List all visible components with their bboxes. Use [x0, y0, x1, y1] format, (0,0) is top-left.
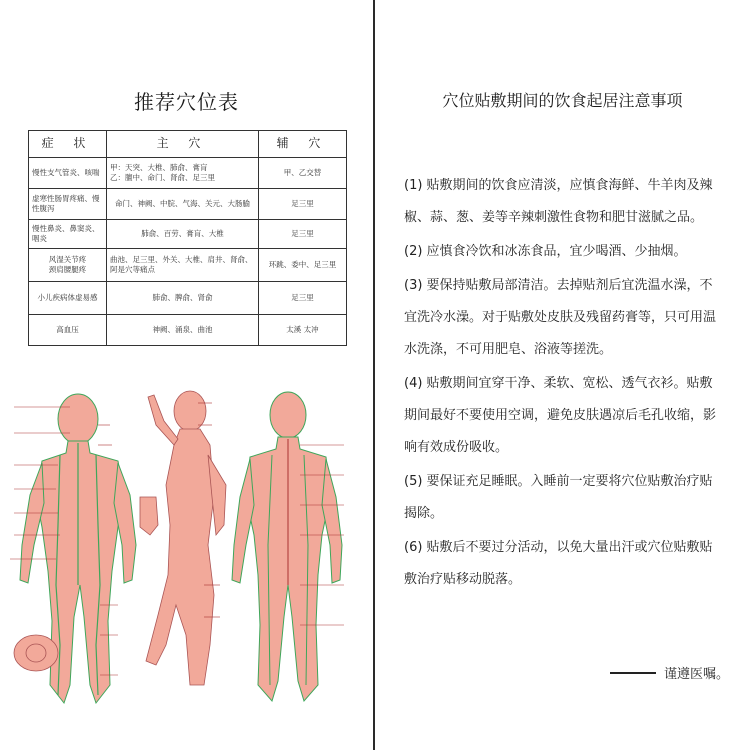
symptom-cell: 慢性支气管炎、咳喘	[29, 158, 107, 189]
main-point-cell: 命门、神阙、中脘、气海、关元、大肠腧	[107, 189, 259, 220]
main-point-cell: 甲：天突、大椎、肺俞、膏肓 乙：膻中、命门、肾俞、足三里	[107, 158, 259, 189]
symptom-cell: 风湿关节疼 颈肩腰腿疼	[29, 249, 107, 282]
precaution-item: (5) 要保证充足睡眠。入睡前一定要将穴位贴敷治疗贴揭除。	[404, 474, 713, 521]
acupoint-body-chart	[0, 385, 373, 715]
ear-diagram	[14, 635, 58, 671]
signoff-dash	[610, 672, 656, 674]
symptom-cell: 虚寒性肠胃疼痛、慢性腹泻	[29, 189, 107, 220]
symptom-cell: 慢性鼻炎、鼻窦炎、咽炎	[29, 220, 107, 249]
header-aux-point: 辅 穴	[259, 131, 347, 158]
header-symptom: 症 状	[29, 131, 107, 158]
header-main-point: 主 穴	[107, 131, 259, 158]
main-point-cell: 肺俞、百劳、膏肓、大椎	[107, 220, 259, 249]
table-row	[29, 189, 347, 220]
symptom-cell: 高血压	[29, 315, 107, 346]
table-row	[29, 282, 347, 315]
center-divider	[373, 0, 375, 750]
precaution-item: (1) 贴敷期间的饮食应清淡，应慎食海鲜、牛羊肉及辣椒、蒜、葱、姜等辛辣刺激性食物和肥甘滋腻之品。	[404, 178, 713, 225]
aux-point-cell: 足三里	[259, 220, 347, 249]
main-point-cell: 曲池、足三里、外关、大椎、肩井、肾俞、阿是穴等痛点	[107, 249, 259, 282]
table-row	[29, 158, 347, 189]
symptom-cell: 小儿疾病体虚易感	[29, 282, 107, 315]
precaution-item: (2) 应慎食冷饮和冰冻食品，宜少喝酒、少抽烟。	[404, 244, 687, 259]
precaution-item: (4) 贴敷期间宜穿干净、柔软、宽松、透气衣衫。贴敷期间最好不要使用空调，避免皮肤遇凉后毛孔收缩，影响有效成份吸收。	[404, 376, 717, 455]
table-row	[29, 249, 347, 282]
back-figure	[232, 392, 344, 701]
main-point-cell: 肺俞、脾俞、肾俞	[107, 282, 259, 315]
main-point-cell: 神阙、涌泉、曲池	[107, 315, 259, 346]
acupoint-table	[28, 130, 347, 346]
signoff-text: 谨遵医嘱。	[664, 667, 730, 682]
aux-point-cell: 甲、乙交替	[259, 158, 347, 189]
aux-point-cell: 足三里	[259, 282, 347, 315]
aux-point-cell: 足三里	[259, 189, 347, 220]
signoff	[610, 663, 729, 682]
table-header-row	[29, 131, 347, 158]
aux-point-cell: 环跳、委中、足三里	[259, 249, 347, 282]
table-row	[29, 220, 347, 249]
table-row	[29, 315, 347, 346]
precautions-title: 穴位贴敷期间的饮食起居注意事项	[442, 91, 683, 110]
side-figure	[140, 391, 226, 685]
acupoint-table-title: 推荐穴位表	[134, 90, 239, 114]
aux-point-cell: 太溪 太冲	[259, 315, 347, 346]
precautions-list	[404, 170, 724, 598]
precaution-item: (3) 要保持贴敷局部清洁。去掉贴剂后宜洗温水澡，不宜洗冷水澡。对于贴敷处皮肤及残留药膏等，只可用温水洗涤，不可用肥皂、浴液等搓洗。	[404, 278, 717, 357]
precaution-item: (6) 贴敷后不要过分活动，以免大量出汗或穴位贴敷贴敷治疗贴移动脱落。	[404, 540, 713, 587]
